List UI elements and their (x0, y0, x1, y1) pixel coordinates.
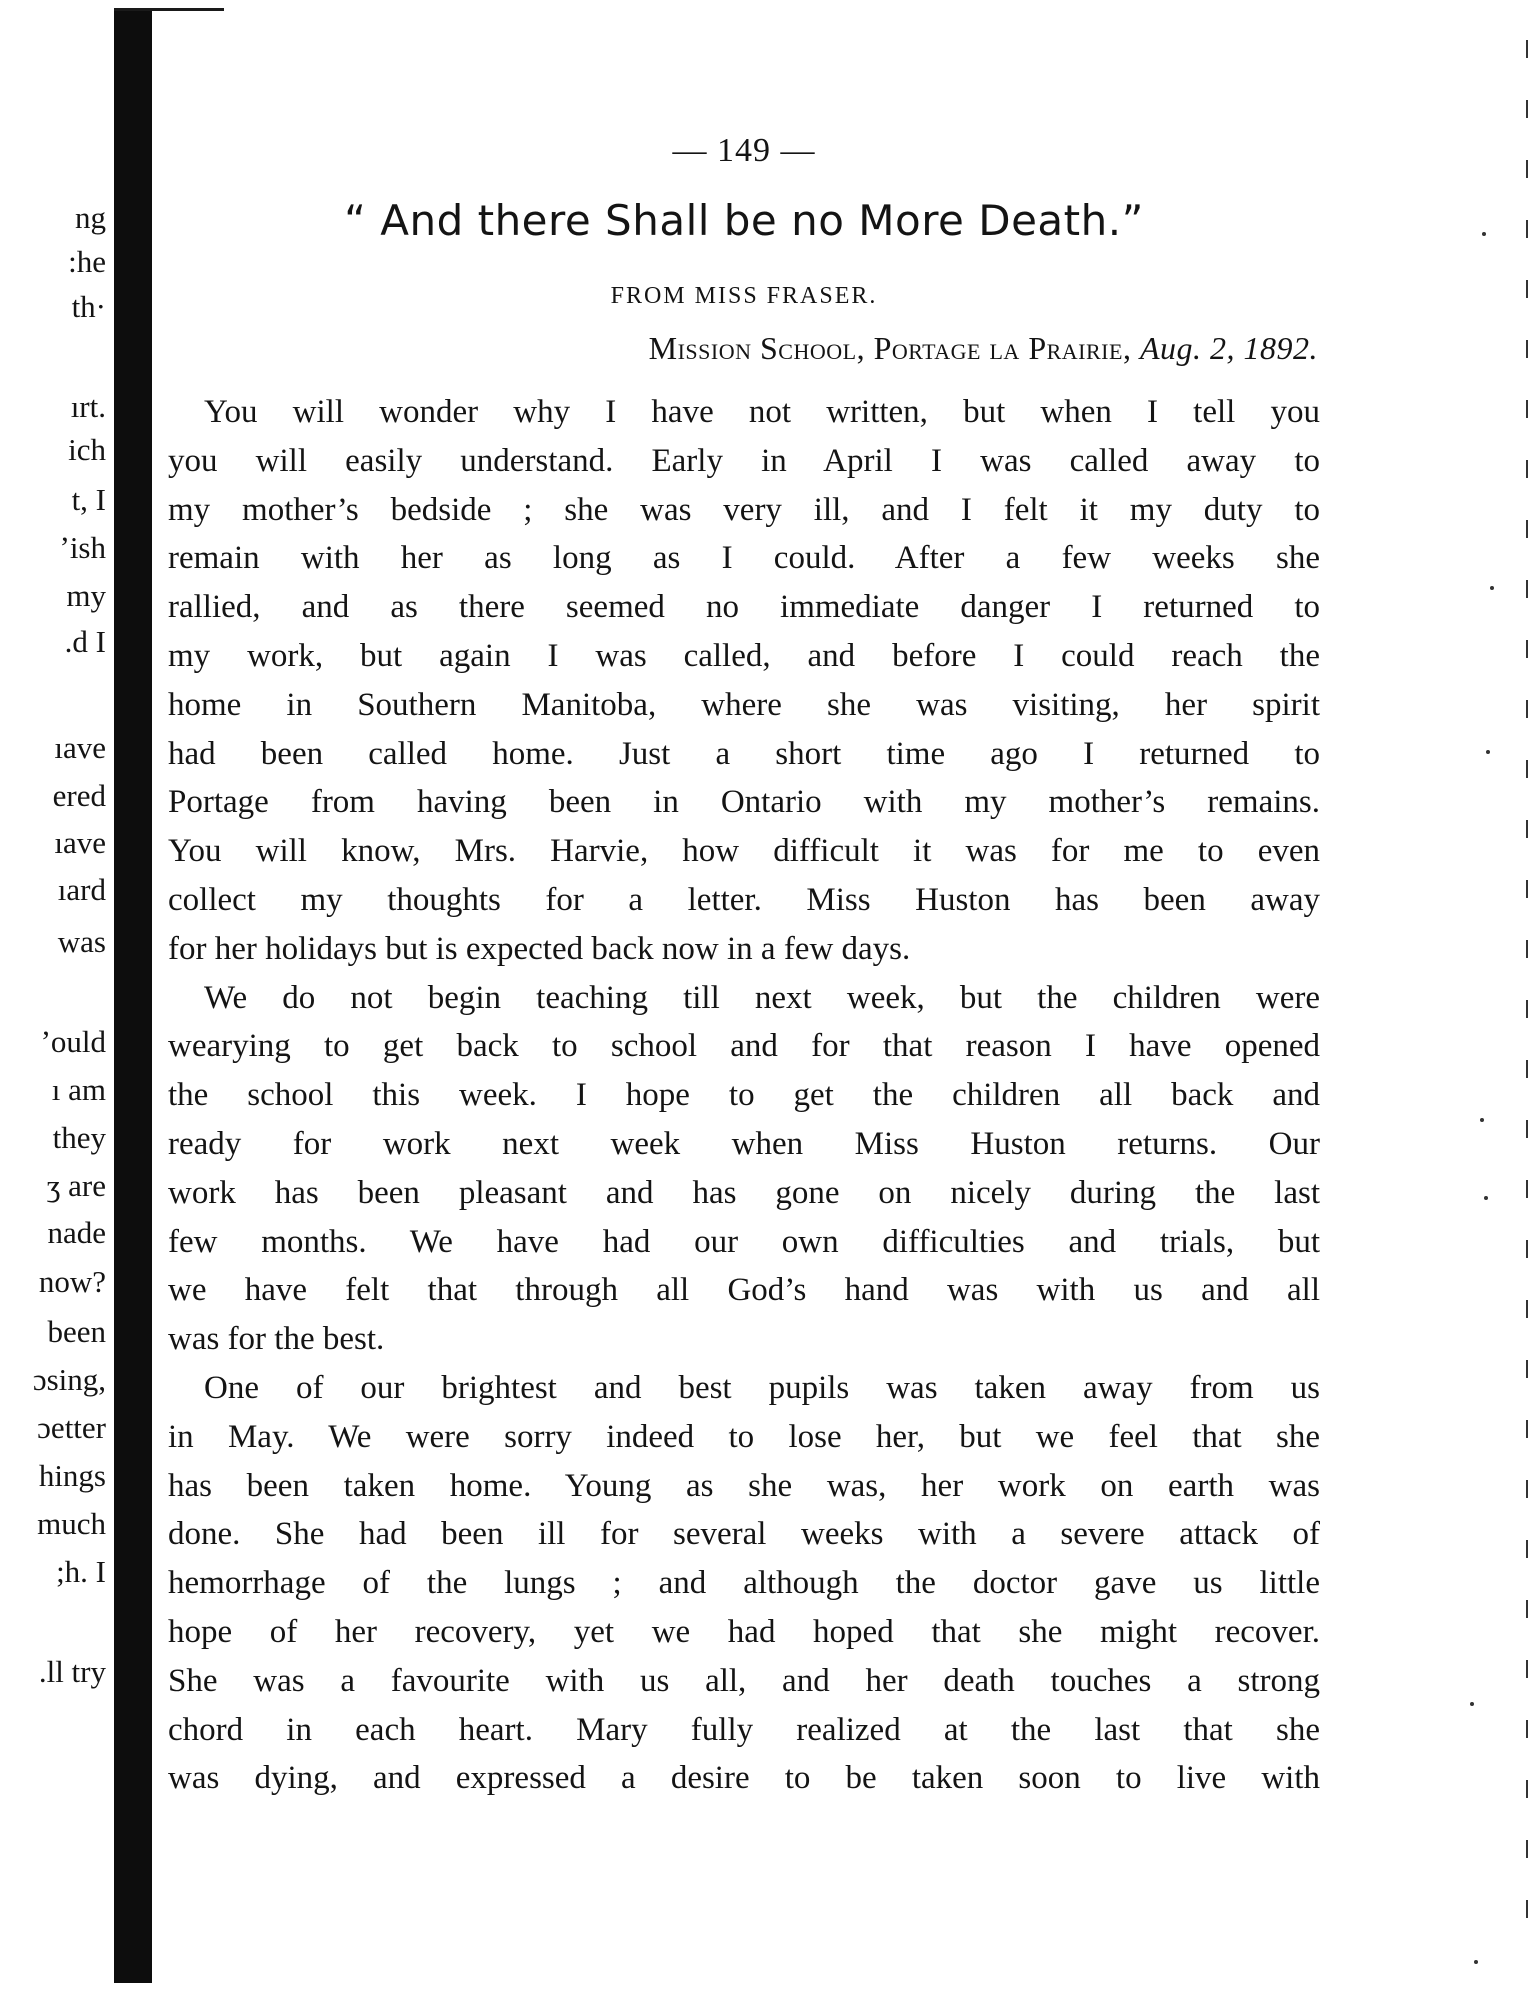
facing-page-fragment: now? (38, 1264, 106, 1299)
facing-page-fragment: ırt. (70, 389, 106, 424)
letter-body (168, 388, 1320, 1803)
text-line: wearying to get back to school and for that reason I have opened (168, 1028, 1320, 1065)
page-number: — 149 — (672, 132, 816, 169)
facing-page-fragment: th· (71, 289, 106, 324)
ink-speck (1470, 1702, 1474, 1706)
binding-gutter-shadow (114, 8, 152, 1983)
facing-page-fragment: my (66, 578, 106, 613)
facing-page-fragment: :he (68, 244, 106, 279)
text-line: for her holidays but is expected back now in a few days. (168, 930, 911, 967)
text-line: work has been pleasant and has gone on nicely during the last (168, 1174, 1320, 1211)
text-line: we have felt that through all God’s hand was with us and all (168, 1272, 1320, 1309)
facing-page-fragment: nade (47, 1215, 106, 1250)
text-line: ready for work next week when Miss Huston returns. Our (168, 1125, 1320, 1162)
facing-page-fragment: they (52, 1120, 106, 1155)
text-line: collect my thoughts for a letter. Miss Huston has been away (168, 881, 1320, 918)
facing-page-fragment: ı am (51, 1072, 106, 1107)
text-line: the school this week. I hope to get the children all back and (168, 1077, 1320, 1114)
text-line: You will wonder why I have not written, but when I tell you (204, 394, 1320, 430)
text-line: hemorrhage of the lungs ; and although the doctor gave us little (168, 1565, 1320, 1602)
text-line: was dying, and expressed a desire to be taken soon to live with (168, 1760, 1320, 1797)
ink-speck (1480, 1118, 1484, 1122)
facing-page-fragment: ıard (57, 872, 106, 907)
ink-speck (1486, 750, 1490, 754)
facing-page-fragment: was (57, 924, 106, 959)
facing-page-fragment: ng (75, 200, 106, 235)
author-line: FROM MISS FRASER. (610, 283, 878, 309)
ink-speck (1490, 586, 1494, 590)
facing-page-fragment: ich (68, 432, 106, 467)
dateline-place: Mission School, Portage la Prairie, (648, 330, 1132, 366)
text-line: few months. We have had our own difficulties and trials, but (168, 1223, 1320, 1260)
facing-page-fragment-column (0, 0, 112, 2011)
text-line: had been called home. Just a short time ago I returned to (168, 735, 1320, 772)
facing-page-fragment: .ll try (38, 1654, 106, 1689)
text-line: hope of her recovery, yet we had hoped that she might recover. (168, 1613, 1320, 1650)
facing-page-fragment: been (47, 1314, 106, 1349)
article-title: “ And there Shall be no More Death.” (344, 196, 1144, 245)
facing-page-fragment: t, I (71, 482, 106, 517)
facing-page-fragment: ;h. I (56, 1554, 106, 1589)
text-line: my mother’s bedside ; she was very ill, and I felt it my duty to (168, 491, 1320, 528)
facing-page-fragment: .d I (64, 624, 106, 659)
ink-speck (1484, 1196, 1488, 1200)
ink-speck (1474, 1960, 1478, 1964)
facing-page-fragment: ʼould (40, 1024, 106, 1059)
facing-page-fragment: hings (38, 1458, 106, 1493)
text-line: home in Southern Manitoba, where she was visiting, her spirit (168, 686, 1320, 723)
facing-page-fragment: ʼish (59, 530, 106, 565)
text-line: was for the best. (168, 1321, 385, 1358)
text-line: She was a favourite with us all, and her death touches a strong (168, 1662, 1320, 1699)
text-line: rallied, and as there seemed no immediate danger I returned to (168, 589, 1320, 626)
facing-page-fragment: ered (52, 778, 106, 813)
text-line: Portage from having been in Ontario with my mother’s remains. (168, 784, 1320, 821)
dateline (649, 330, 1318, 367)
text-line: chord in each heart. Mary fully realized at the last that she (168, 1711, 1320, 1748)
facing-page-fragment: ıave (54, 825, 106, 860)
dateline-date: Aug. 2, 1892. (1139, 330, 1318, 366)
ink-speck (1482, 232, 1486, 236)
text-line: has been taken home. Young as she was, her work on earth was (168, 1467, 1320, 1504)
facing-page-fragment: ʒ are (46, 1168, 106, 1203)
top-rule (114, 8, 224, 11)
text-line: in May. We were sorry indeed to lose her, but we feel that she (168, 1418, 1320, 1455)
facing-page-fragment: much (37, 1506, 106, 1541)
text-line: remain with her as long as I could. After a few weeks she (168, 540, 1320, 577)
facing-page-fragment: ıave (54, 730, 106, 765)
text-line: One of our brightest and best pupils was taken away from us (204, 1369, 1320, 1406)
text-line: done. She had been ill for several weeks with a severe attack of (168, 1516, 1320, 1553)
text-line: We do not begin teaching till next week, but the children were (204, 979, 1320, 1016)
text-line: you will easily understand. Early in April I was called away to (168, 442, 1320, 479)
facing-page-fragment: ɔetter (37, 1410, 106, 1445)
text-line: You will know, Mrs. Harvie, how difficult it was for me to even (168, 833, 1320, 870)
text-line: my work, but again I was called, and before I could reach the (168, 637, 1320, 674)
right-edge-marks (1526, 40, 1528, 1960)
facing-page-fragment: ɔsing, (32, 1362, 106, 1397)
